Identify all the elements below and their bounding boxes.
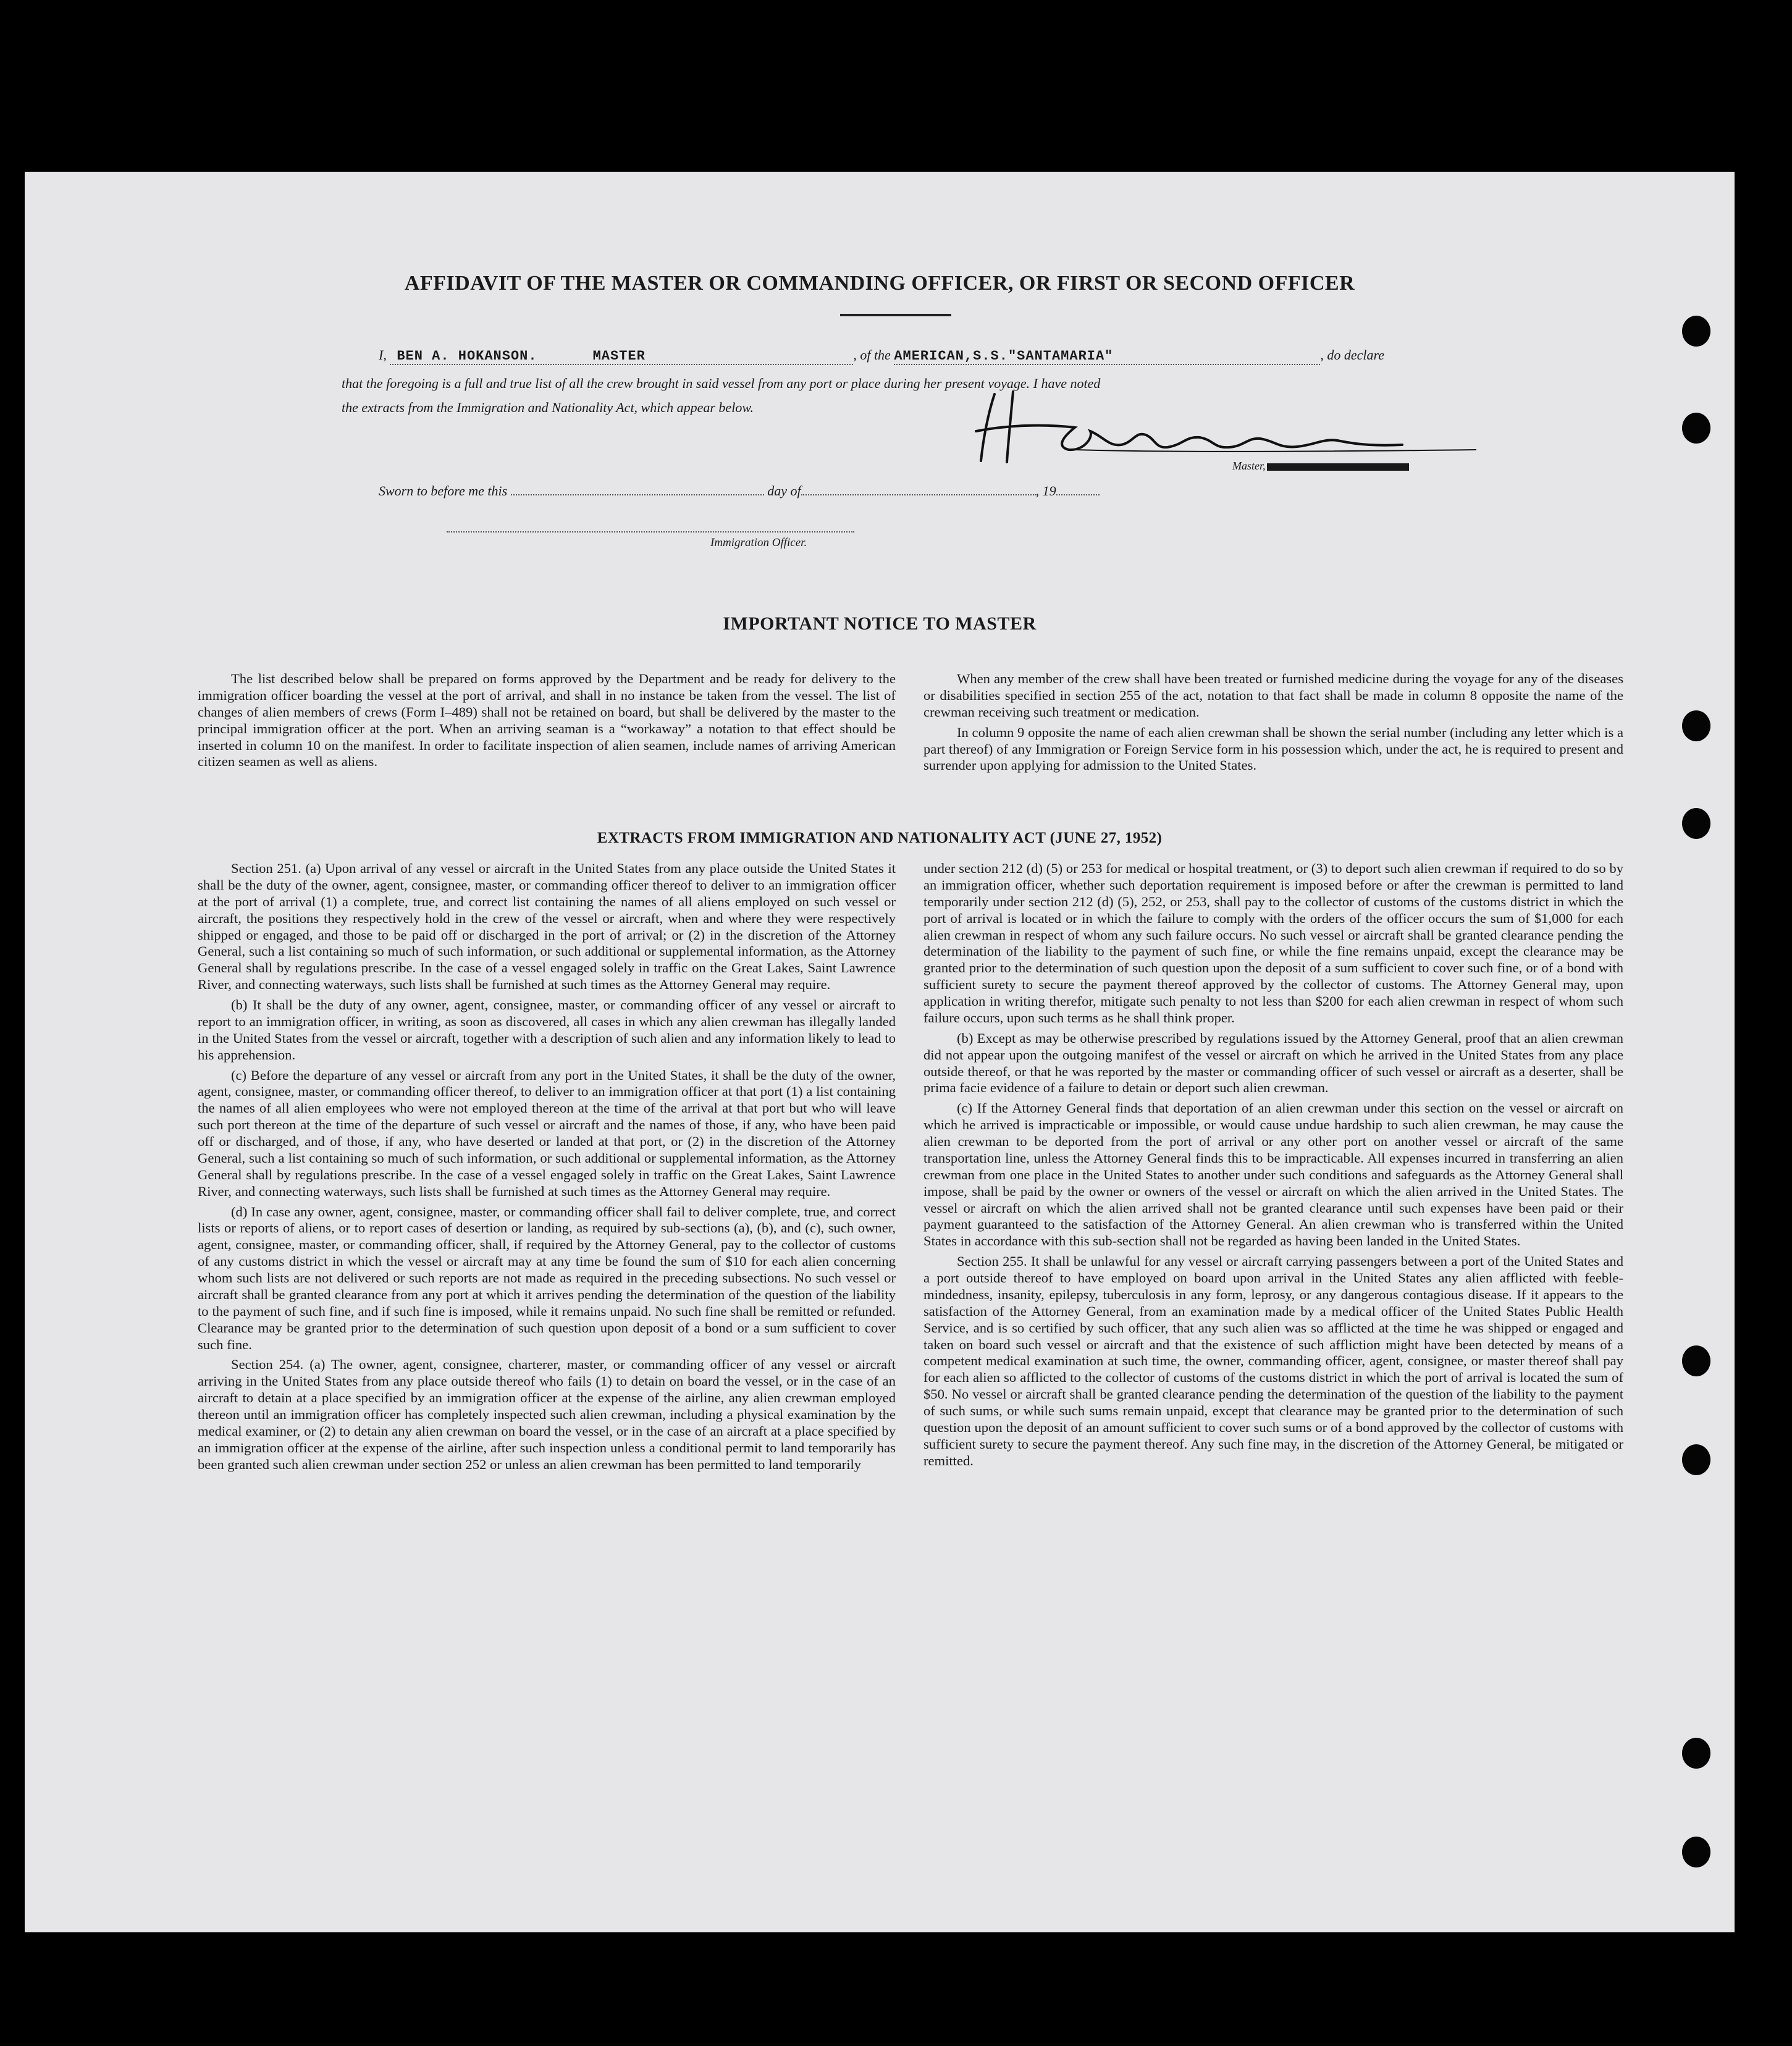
year-label: 19 bbox=[1042, 483, 1056, 499]
vessel-field bbox=[894, 347, 1320, 365]
vessel-typed: AMERICAN,S.S."SANTAMARIA" bbox=[894, 348, 1114, 364]
punch-hole bbox=[1682, 1738, 1710, 1769]
notice-left-paragraph: The list described below shall be prepared on forms approved by the Department and be ready for delivery to the immigration officer boarding the vessel at the port of arrival, and shall in no instance be taken from the vessel. The list of changes of alien members of crews (Form I–489) shall not be retained on board, but shall be delivered by the master to the principal immigration officer at the port. When an arriving seaman is a “workaway” a notation to that effect should be inserted in column 10 on the manifest. In order to facilitate inspection of alien seamen, include names of arriving American citizen seamen as well as aliens. bbox=[198, 671, 896, 770]
section-251-b: (b) It shall be the duty of any owner, agent, consignee, master, or commanding officer of any vessel or aircraft to report to an immigration officer, in writing, as soon as discovered, all cases in which any alien crewman has illegally landed in the United States from the vessel or aircraft, together with a description of such alien and any information likely to lead to his apprehension. bbox=[198, 997, 896, 1063]
declaration-line-2: that the foregoing is a full and true list of all the crew brought in said vessel from any port or place during her present voyage. I have noted bbox=[342, 376, 1101, 391]
punch-hole bbox=[1682, 1345, 1710, 1376]
notice-left-column bbox=[198, 671, 896, 770]
section-254-b: (b) Except as may be otherwise prescribed by regulations issued by the Attorney General, proof that an alien crewman did not appear upon the outgoing manifest of the vessel or aircraft on which he arrived in the United States from any place outside thereof, or that he was reported by the master or commanding officer of such vessel or aircraft as a deserter, shall be prima facie evidence of a failure to detain or deport such alien crewman. bbox=[923, 1030, 1623, 1096]
section-254-c: (c) If the Attorney General finds that deportation of an alien crewman under this section on the vessel or aircraft on which he arrived is impracticable or impossible, or would cause undue hardship to such alien crewman, he may cause the alien crewman to be deported from the port of arrival or any other port on another vessel or aircraft of the same transportation line, unless the Attorney General finds this to be impracticable. All expenses incurred in transferring an alien crewman from one place in the United States to another under such conditions and safeguards as the Attorney General shall impose, shall be paid by the owner or owners of the vessel or aircraft on which the alien arrived in the United States. The vessel or aircraft on which the alien arrived shall not be granted clearance until such expenses have been paid or their payment guaranteed to the satisfaction of the Attorney General. An alien crewman who is transferred within the United States in accordance with this sub-section shall not be regarded as having been landed in the United States. bbox=[923, 1100, 1623, 1249]
punch-hole bbox=[1682, 1444, 1710, 1475]
sworn-year-field bbox=[1056, 494, 1100, 495]
rank-typed: MASTER bbox=[592, 348, 646, 364]
affidavit-title: AFFIDAVIT OF THE MASTER OR COMMANDING OFFICER, OR FIRST OR SECOND OFFICER bbox=[404, 272, 1355, 295]
punch-hole bbox=[1682, 413, 1710, 444]
section-255: Section 255. It shall be unlawful for any vessel or aircraft carrying passengers between a port of the United States and a port outside thereof to have employed on board upon arrival in the United States any alien afflicted with feeble-mindedness, insanity, epilepsy, tuberculosis in any form, leprosy, or any dangerous contagious disease. If it appears to the satisfaction of the Attorney General, from an examination made by a medical officer of the United States Public Health Service, and is so certified by such officer, that any such alien was so afflicted at the time he was shipped or engaged and taken on board such vessel or aircraft and that the existence of such affliction might have been detected by means of a competent medical examination at such time, the owner, commanding officer, agent, consignee, or master thereof shall pay for each alien so afflicted to the collector of customs of the customs district in which the port of arrival is located the sum of $50. No vessel or aircraft shall be granted clearance pending the determination of the question of the liability to the payment of such sums, or while such sums remain unpaid, except that clearance may be granted prior to the determination of such question upon the deposit of an amount sufficient to cover such sums or of a bond approved by the collector of customs with sufficient surety to secure the payment thereof. Any such fine may, in the discretion of the Attorney General, be mitigated or remitted. bbox=[923, 1253, 1623, 1468]
do-declare-label: , do declare bbox=[1320, 347, 1384, 363]
punch-hole bbox=[1682, 316, 1710, 347]
sworn-label: Sworn to before me this bbox=[379, 483, 508, 499]
sworn-line: Sworn to before me this day of , 19 bbox=[379, 483, 1100, 499]
sworn-month-field bbox=[801, 494, 1036, 495]
declaration-line-3: the extracts from the Immigration and Nationality Act, which appear below. bbox=[342, 400, 754, 415]
name-field bbox=[390, 347, 853, 365]
section-251-a: Section 251. (a) Upon arrival of any vessel or aircraft in the United States from any place outside the United States it shall be the duty of the owner, agent, consignee, master, or commanding officer thereof to deliver to an immigration officer at the port of arrival (1) a complete, true, and correct list containing the names of all aliens employed on such vessel or aircraft, the positions they respectively hold in the crew of the vessel or aircraft, when and where they were respectively shipped or engaged, and those to be paid off or discharged in the port of arrival; or (2) in the discretion of the Attorney General, such a list containing so much of such information, or such additional or supplemental information, as the Attorney General shall by regulations prescribe. In the case of a vessel engaged solely in traffic on the Great Lakes, Saint Lawrence River, and connecting waterways, such lists shall be furnished at such times as the Attorney General may require. bbox=[198, 861, 896, 993]
notice-right-paragraph-2: In column 9 opposite the name of each alien crewman shall be shown the serial number (including any letter which is a part thereof) of any Immigration or Foreign Service form in his possession which, under the act, he is required to present and surrender upon applying for admission to the United States. bbox=[923, 724, 1623, 773]
i-label: I, bbox=[379, 347, 387, 363]
immigration-officer-signature-line bbox=[447, 531, 854, 533]
section-254-a-continued: under section 212 (d) (5) or 253 for medical or hospital treatment, or (3) to deport such alien crewman if required to do so by an immigration officer, whether such deportation requirement is imposed before or after the crewman is permitted to land temporarily under section 212 (d) (5), 252, or 253, shall pay to the collector of customs of the customs district in which the port of arrival is located or in which the failure to comply with the orders of the officer occurs the sum of $1,000 for each alien crewman in respect of whom any such failure occurs. No such vessel or aircraft shall be granted clearance pending the determination of the liability to the payment of such fine, or while the fine remains unpaid, except the clearance may be granted prior to the determination of such question upon the deposit of a sum sufficient to cover such fine, or of a bond with sufficient surety to secure the payment thereof approved by the collector of customs. The Attorney General may, upon application in writing therefor, mitigate such penalty to not less than $200 for each alien crewman in respect of whom such failure occurs, upon such terms as he shall think proper. bbox=[923, 861, 1623, 1025]
punch-hole bbox=[1682, 1837, 1710, 1867]
master-caption bbox=[1232, 460, 1409, 473]
title-rule bbox=[840, 314, 951, 316]
master-caption-text: Master, bbox=[1232, 460, 1266, 472]
section-251-c: (c) Before the departure of any vessel or aircraft from any port in the United States, it shall be the duty of the owner, agent, consignee, master, or commanding officer thereof, to deliver to an immigration officer at that port (1) a list containing the names of all alien employees who were not employed thereon at the time of the arrival at that port but who will leave such port thereon at the time of the departure of such vessel or aircraft and the names of those, if any, who have been paid off or discharged, and of those, if any, who have deserted or landed at that port, or (2) in the discretion of the Attorney General, such a list containing so much of such information, or such additional or supplemental information, as the Attorney General shall by regulations prescribe. In the case of a vessel engaged solely in traffic on the Great Lakes, Saint Lawrence River, and connecting waterways, such lists shall be furnished at such times as the Attorney General may require. bbox=[198, 1067, 896, 1199]
declaration-line-1 bbox=[379, 347, 1491, 365]
of-the-label: , of the bbox=[853, 347, 891, 363]
struck-out-text bbox=[1267, 463, 1409, 471]
notice-right-paragraph-1: When any member of the crew shall have been treated or furnished medicine during the voyage for any of the diseases or disabilities specified in section 255 of the act, notation to that fact shall be made in column 8 opposite the name of the crewman receiving such treatment or medication. bbox=[923, 671, 1623, 720]
section-251-d: (d) In case any owner, agent, consignee, master, or commanding officer shall fail to deliver complete, true, and correct lists or reports of aliens, or to report cases of desertion or landing, as required by sub-sections (a), (b), and (c), such owner, agent, consignee, master, or commanding officer, shall, if required by the Attorney General, pay to the collector of customs of any customs district in which the vessel or aircraft may at any time be found the sum of $10 for each alien concerning whom such lists are not delivered or such reports are not made as required in the preceding subsections. No such vessel or aircraft shall be granted clearance from any port at which it arrives pending the determination of the question of the liability to the payment of such fine, and if such fine is imposed, while it remains unpaid. No such fine shall be remitted or refunded. Clearance may be granted prior to the determination of such question upon deposit of a bond or a sum sufficient to cover such fine. bbox=[198, 1203, 896, 1352]
immigration-officer-caption: Immigration Officer. bbox=[710, 536, 807, 549]
notice-right-column bbox=[923, 671, 1623, 774]
sworn-day-field bbox=[511, 494, 764, 495]
master-signature bbox=[970, 388, 1483, 468]
day-of-label: day of bbox=[767, 483, 801, 499]
notice-title: IMPORTANT NOTICE TO MASTER bbox=[723, 613, 1037, 634]
name-typed: BEN A. HOKANSON. bbox=[397, 348, 537, 364]
extracts-right-column bbox=[923, 861, 1623, 1470]
punch-hole bbox=[1682, 710, 1710, 741]
section-254-a: Section 254. (a) The owner, agent, consignee, charterer, master, or commanding officer of any vessel or aircraft arriving in the United States from any place outside thereof who fails (1) to detain on board the vessel, or in the case of an aircraft to detain at a place specified by an immigration officer at the expense of the airline, any alien crewman employed thereon until an immigration officer has completely inspected such alien crewman, including a physical examination by the medical examiner, or (2) to detain any alien crewman on board the vessel, or in the case of an aircraft at a place specified by an immigration officer at the expense of the airline, after such inspection unless a conditional permit to land temporarily has been granted such alien crewman under section 252 or unless an alien crewman has been permitted to land temporarily bbox=[198, 1357, 896, 1472]
document-page bbox=[25, 172, 1735, 1932]
extracts-left-column bbox=[198, 861, 896, 1473]
extracts-title: EXTRACTS FROM IMMIGRATION AND NATIONALITY ACT (JUNE 27, 1952) bbox=[597, 830, 1163, 846]
